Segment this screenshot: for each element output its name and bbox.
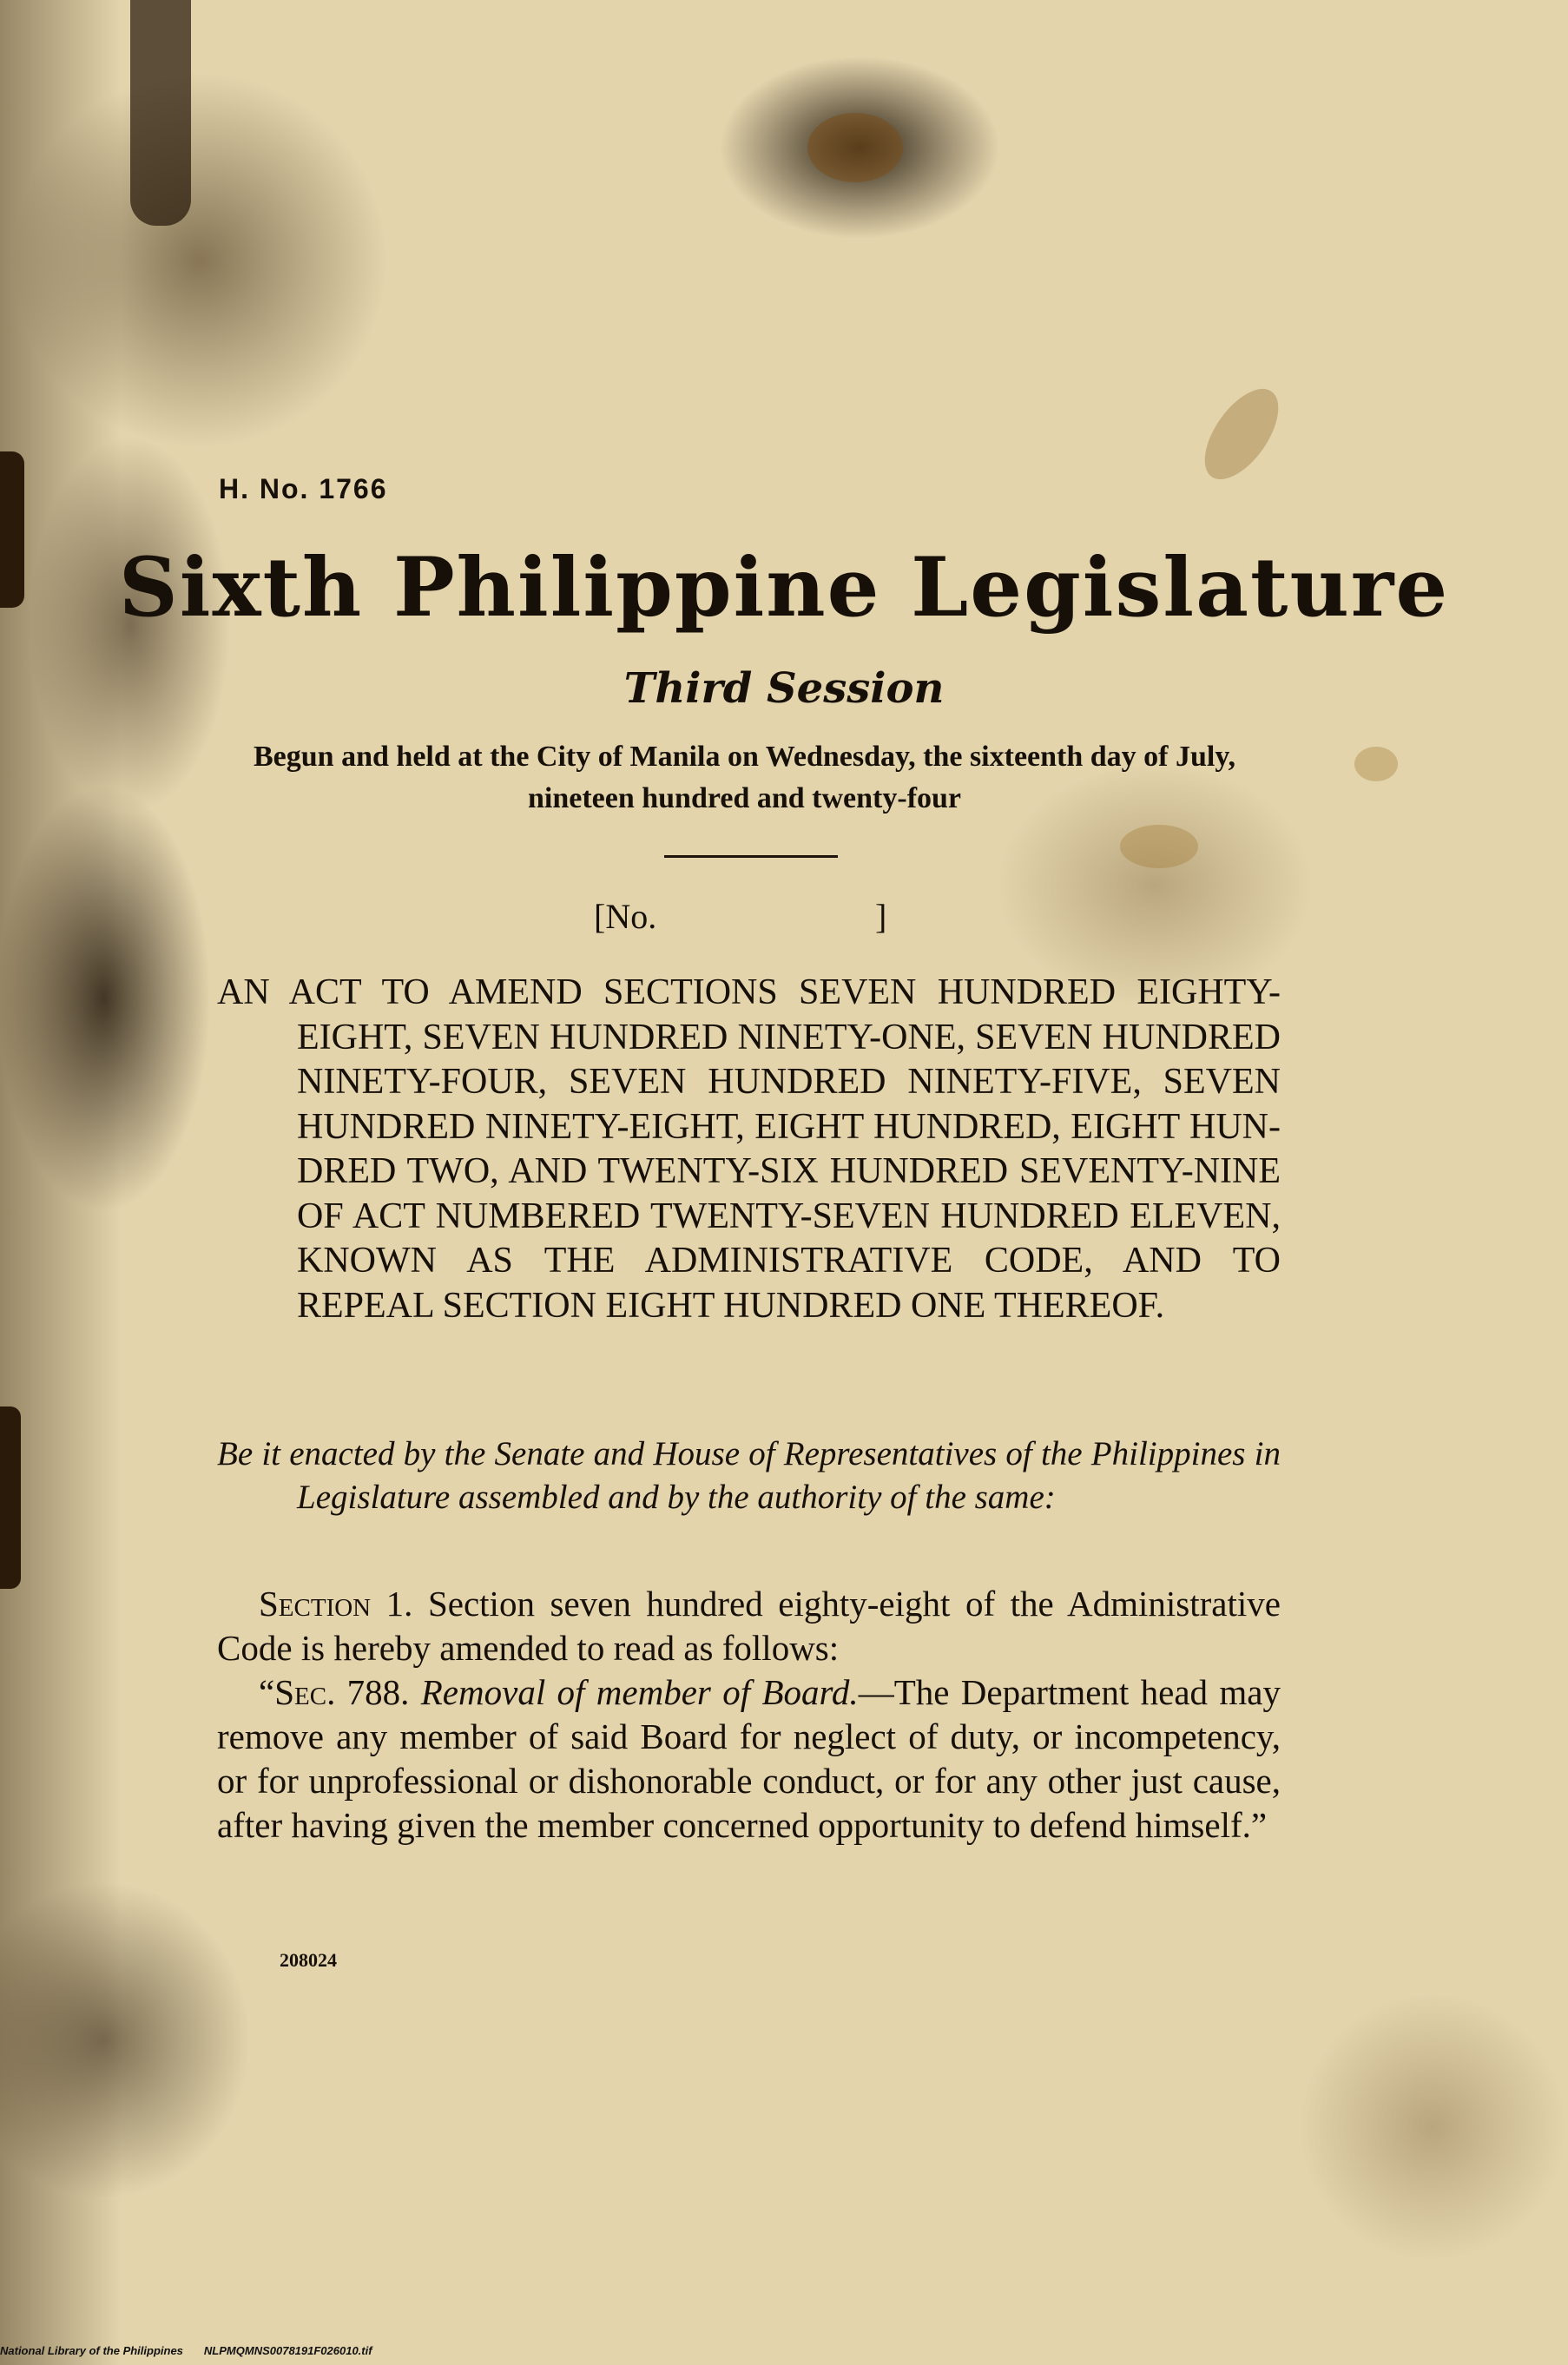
section-788-open-quote: “: [259, 1672, 275, 1712]
session-title: Third Session: [623, 664, 945, 713]
section-1-label: Section: [259, 1584, 372, 1624]
session-dateline: Begun and held at the City of Manila on Wednesday, the sixteenth day of July, nineteen hundred and twenty-four: [254, 741, 1235, 814]
mold-spot: [1354, 747, 1398, 781]
mold-spot: [1190, 377, 1293, 492]
section-788-text: —The Department head may remove any member of said Board for neglect of duty, or incompetency, or for unprofessional or dishonorable conduct, or for any other just cause, after having given the member concerned opportunity to defend himself.”: [217, 1672, 1281, 1845]
mold-spot: [1120, 825, 1198, 868]
divider-rule: [664, 855, 838, 858]
section-1: [217, 1582, 1281, 1670]
section-788: [217, 1670, 1281, 1848]
bill-number: H. No. 1766: [219, 473, 388, 504]
section-788-number: 788.: [335, 1672, 421, 1712]
legislature-title: Sixth Philippine Legislature: [118, 540, 1450, 636]
archive-footer: [0, 2344, 393, 2357]
burn-stain: [807, 113, 903, 182]
print-code: 208024: [280, 1949, 337, 1971]
section-788-heading: Removal of member of Board.: [420, 1672, 859, 1712]
footer-library: National Library of the Philippines: [0, 2344, 183, 2357]
section-788-label: Sec.: [274, 1672, 336, 1712]
act-number-open: [No.: [594, 897, 657, 936]
torn-edge: [0, 1406, 21, 1589]
act-title: AN ACT TO AMEND SECTIONS SEVEN HUNDRED EIGHTY-EIGHT, SEVEN HUNDRED NINETY-ONE, SEVEN HUNDRED NINETY-FOUR, SEVEN HUNDRED NINETY-FIVE, SEVEN HUNDRED NINETY-EIGHT, EIGHT HUNDRED, EIGHT HUN-DRED TWO, AND TWENTY-SIX HUNDRED SEVENTY-NINE OF ACT NUMBERED TWENTY-SEVEN HUNDRED ELEVEN, KNOWN AS THE ADMINISTRATIVE CODE, AND TO REPEAL SECTION EIGHT HUNDRED ONE THEREOF.: [217, 972, 1281, 1326]
footer-file-id: NLPMQMNS0078191F026010.tif: [203, 2344, 372, 2357]
enacting-clause: Be it enacted by the Senate and House of Representatives of the Philippines in Legislature assembled and by the authority of the same:: [217, 1435, 1281, 1516]
section-1-text: 1. Section seven hundred eighty-eight of the Administrative Code is hereby amended to read as follows:: [217, 1584, 1281, 1668]
torn-edge: [130, 0, 191, 226]
act-number-close: ]: [875, 897, 887, 936]
